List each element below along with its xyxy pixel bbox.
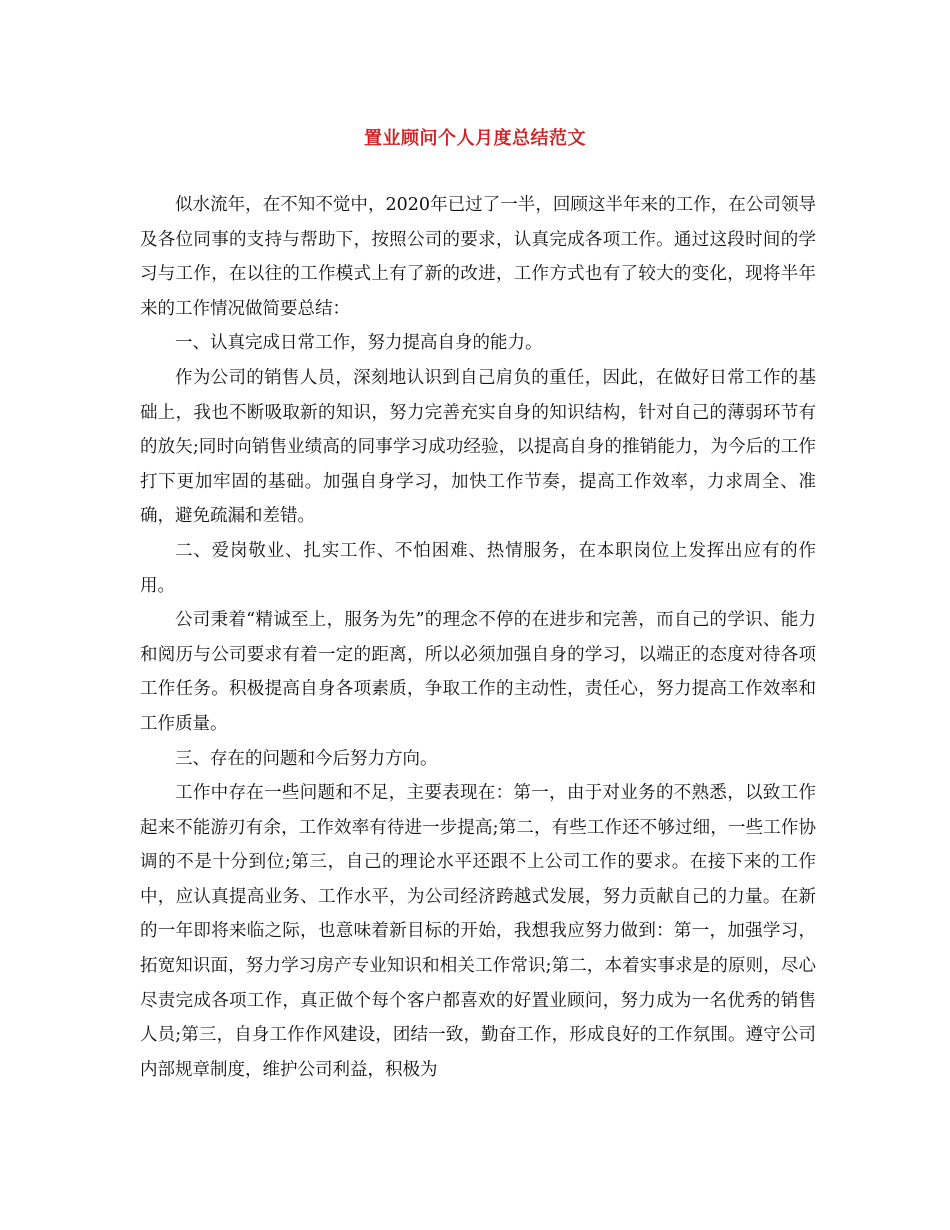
document-title: 置业顾问个人月度总结范文 xyxy=(364,128,586,149)
section-heading-3: 三、存在的问题和今后努力方向。 xyxy=(175,748,438,769)
paragraph-section-3: 工作中存在一些问题和不足，主要表现在：第一，由于对业务的不熟悉，以致工作起来不能游刃有余，工作效率有待进一步提高;第二，有些工作还不够过细，一些工作协调的不是十分到位;第三，自己的理论水平还跟不上公司工作的要求。在接下来的工作中，应认真提高业务、工作水平，为公司经济跨越式发展，努力贡献自己的力量。在新的一年即将来临之际，也意味着新目标的开始，我想我应努力做到：第一，加强学习，拓宽知识面，努力学习房产专业知识和相关工作常识;第二，本着实事求是的原则，尽心尽责完成各项工作，真正做个每个客户都喜欢的好置业顾问，努力成为一名优秀的销售人员;第三，自身工作作风建设，团结一致，勤奋工作，形成良好的工作氛围。遵守公司内部规章制度，维护公司利益，积极为 xyxy=(140,783,816,1080)
paragraph-intro: 似水流年，在不知不觉中，2020年已过了一半，回顾这半年来的工作，在公司领导及各位同事的支持与帮助下，按照公司的要求，认真完成各项工作。通过这段时间的学习与工作，在以往的工作模式上有了新的改进，工作方式也有了较大的变化，现将半年来的工作情况做简要总结： xyxy=(140,195,816,319)
section-heading-1: 一、认真完成日常工作，努力提高自身的能力。 xyxy=(175,333,543,354)
paragraph-section-2: 公司秉着“精诚至上，服务为先”的理念不停的在进步和完善，而自己的学识、能力和阅历与公司要求有着一定的距离，所以必须加强自身的学习，以端正的态度对待各项工作任务。积极提高自身各项素质，争取工作的主动性，责任心，努力提高工作效率和工作质量。 xyxy=(140,610,816,734)
section-heading-2: 二、爱岗敬业、扎实工作、不怕困难、热情服务，在本职岗位上发挥出应有的作用。 xyxy=(140,540,816,596)
paragraph-section-1: 作为公司的销售人员，深刻地认识到自己肩负的重任，因此，在做好日常工作的基础上，我也不断吸取新的知识，努力完善充实自身的知识结构，针对自己的薄弱环节有的放矢;同时向销售业绩高的同事学习成功经验，以提高自身的推销能力，为今后的工作打下更加牢固的基础。加强自身学习，加快工作节奏，提高工作效率，力求周全、准确，避免疏漏和差错。 xyxy=(140,367,816,527)
document-body xyxy=(140,188,816,1087)
